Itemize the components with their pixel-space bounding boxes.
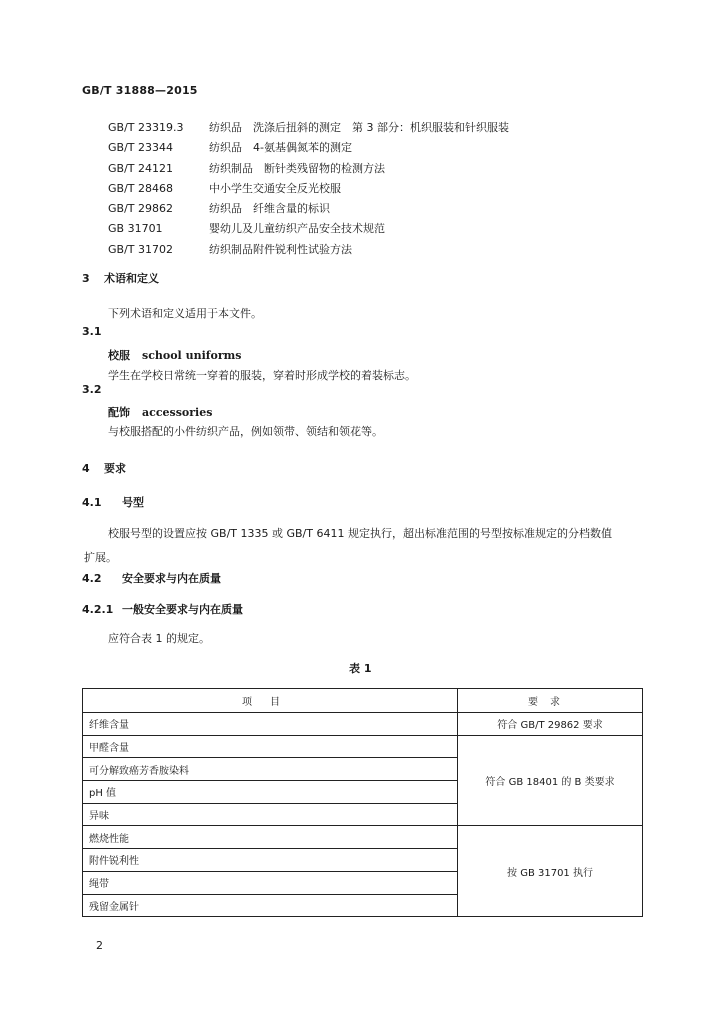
- term-number: 3.2: [82, 383, 102, 396]
- reference-title: 纺织品 4-氨基偶氮苯的测定: [209, 141, 352, 155]
- reference-title: 纺织制品附件锐利性试验方法: [209, 242, 352, 256]
- term-number: 3.1: [82, 325, 102, 338]
- item-cell: 附件锐利性: [83, 849, 458, 872]
- item-cell: 残留金属针: [83, 894, 458, 917]
- item-cell: pH 值: [83, 781, 458, 804]
- item-cell: 绳带: [83, 871, 458, 894]
- reference-title: 纺织制品 断针类残留物的检测方法: [209, 161, 385, 175]
- term-name-zh: 校服: [108, 349, 130, 362]
- subsection-4-2-1-text: 应符合表 1 的规定。: [108, 632, 210, 645]
- item-cell: 甲醛含量: [83, 735, 458, 758]
- reference-item: [108, 199, 509, 219]
- section-number: 4: [82, 462, 90, 475]
- reference-code: GB/T 29862: [108, 202, 173, 216]
- term-definition: 学生在学校日常统一穿着的服装，穿着时形成学校的着装标志。: [108, 369, 416, 382]
- table-row: [83, 735, 643, 758]
- term-heading: [108, 404, 212, 420]
- table-row: [83, 713, 643, 736]
- term-heading: [108, 347, 241, 363]
- term-name-en: school uniforms: [142, 349, 242, 362]
- table-row: [83, 826, 643, 849]
- section-title: 术语和定义: [104, 272, 159, 285]
- requirements-table: [82, 688, 643, 917]
- term-name-zh: 配饰: [108, 406, 130, 419]
- term-definition: 与校服搭配的小件纺织产品，例如领带、领结和领花等。: [108, 425, 383, 438]
- subsection-4-2-1-heading: [82, 601, 243, 617]
- reference-item: [108, 118, 509, 138]
- reference-code: GB/T 23344: [108, 141, 173, 155]
- column-header-item: 项目: [83, 689, 458, 713]
- subsection-4-1-text: 校服号型的设置应按 GB/T 1335 或 GB/T 6411 规定执行，超出标准范围的号型按标准规定的分档数值扩展。: [84, 527, 612, 564]
- reference-item: [108, 240, 509, 260]
- reference-code: GB/T 23319.3: [108, 121, 184, 134]
- reference-item: [108, 179, 509, 199]
- section-3-heading: [82, 270, 159, 286]
- subsection-title: 号型: [122, 496, 144, 509]
- reference-title: 中小学生交通安全反光校服: [209, 181, 341, 195]
- table-caption: 表 1: [349, 662, 372, 675]
- section-title: 要求: [104, 462, 126, 475]
- standard-code-header: GB/T 31888—2015: [82, 84, 198, 97]
- reference-title: 纺织品 洗涤后扭斜的测定 第 3 部分：机织服装和针织服装: [209, 121, 509, 134]
- item-cell: 纤维含量: [83, 713, 458, 736]
- reference-code: GB 31701: [108, 222, 163, 236]
- subsection-number: 4.2: [82, 572, 102, 585]
- section-3-intro: 下列术语和定义适用于本文件。: [108, 307, 262, 320]
- reference-title: 婴幼儿及儿童纺织产品安全技术规范: [209, 222, 385, 236]
- subsection-number: 4.2.1: [82, 603, 114, 616]
- page-number: 2: [96, 939, 103, 952]
- section-4-heading: [82, 460, 126, 476]
- reference-code: GB/T 24121: [108, 161, 173, 175]
- requirement-cell: 符合 GB 18401 的 B 类要求: [458, 735, 643, 826]
- subsection-title: 一般安全要求与内在质量: [122, 603, 243, 616]
- item-cell: 异味: [83, 803, 458, 826]
- item-cell: 燃烧性能: [83, 826, 458, 849]
- reference-code: GB/T 28468: [108, 181, 173, 195]
- subsection-4-1-heading: [82, 494, 144, 510]
- requirement-cell: 符合 GB/T 29862 要求: [458, 713, 643, 736]
- term-name-en: accessories: [142, 406, 213, 419]
- subsection-title: 安全要求与内在质量: [122, 572, 221, 585]
- requirement-cell: 按 GB 31701 执行: [458, 826, 643, 917]
- reference-item: [108, 219, 509, 239]
- section-number: 3: [82, 272, 90, 285]
- subsection-number: 4.1: [82, 496, 102, 509]
- reference-title: 纺织品 纤维含量的标识: [209, 202, 330, 216]
- item-cell: 可分解致癌芳香胺染料: [83, 758, 458, 781]
- reference-item: [108, 138, 509, 158]
- normative-references-list: [108, 118, 509, 260]
- column-header-requirement: 要求: [458, 689, 643, 713]
- reference-code: GB/T 31702: [108, 242, 173, 256]
- reference-item: [108, 159, 509, 179]
- subsection-4-2-heading: [82, 570, 221, 586]
